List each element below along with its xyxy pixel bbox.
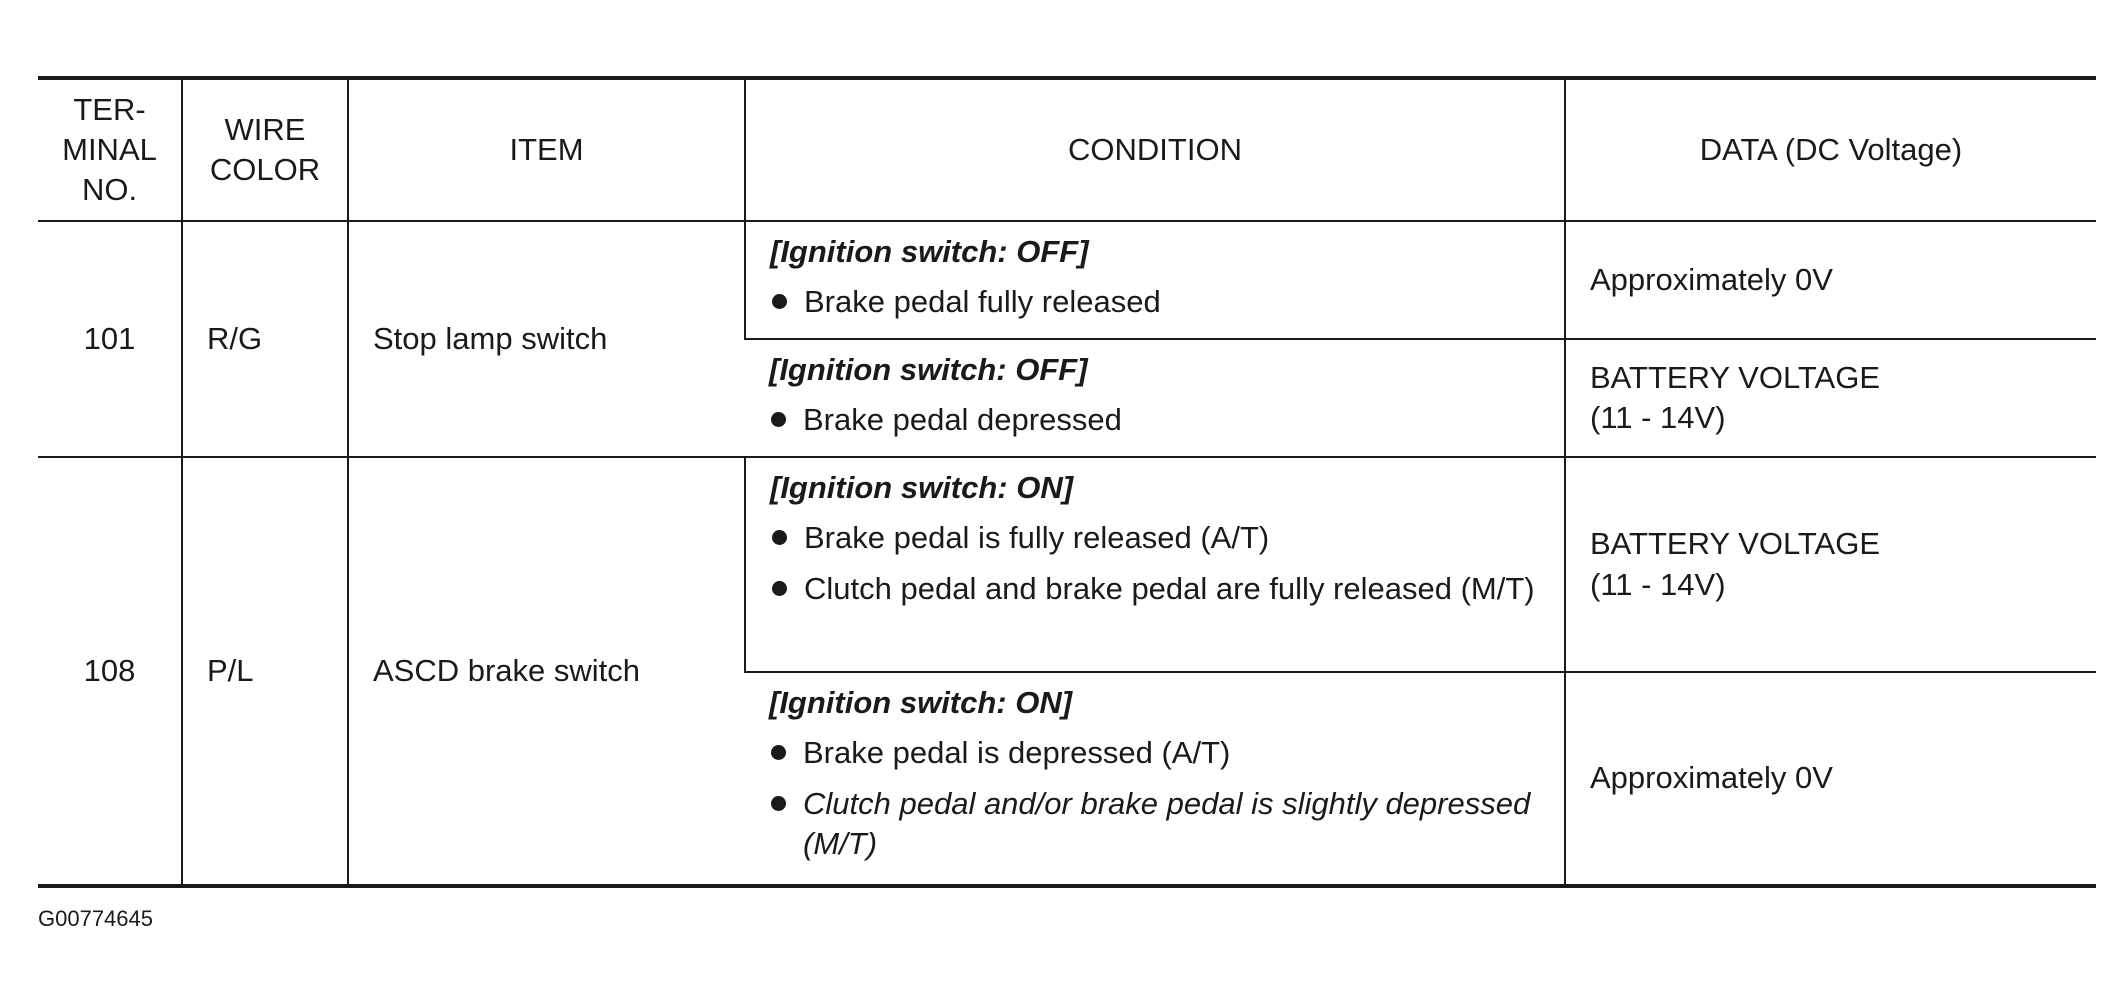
condition-item-text: Clutch pedal and brake pedal are fully released (M/T) — [804, 570, 1535, 606]
ignition-condition-heading: [Ignition switch: OFF] — [770, 234, 1089, 269]
condition-item — [770, 518, 1540, 558]
figure-id: G00774645 — [38, 906, 153, 931]
voltage-data-line: BATTERY VOLTAGE — [1590, 359, 1880, 395]
item-name: Stop lamp switch — [348, 221, 745, 457]
bullet-icon — [772, 294, 787, 309]
condition-item-text: Brake pedal depressed — [803, 402, 1122, 438]
condition-cell — [745, 672, 1565, 886]
condition-cell — [745, 457, 1565, 672]
header-line: COLOR — [209, 152, 321, 187]
condition-item-text: Brake pedal is depressed (A/T) — [803, 735, 1231, 771]
condition-item-text: Clutch pedal and/or brake pedal is slightly depressed (M/T) — [803, 785, 1531, 861]
condition-item — [770, 282, 1540, 322]
terminal-number: 101 — [38, 221, 182, 457]
table-header-row — [38, 78, 2096, 221]
bullet-icon — [771, 745, 786, 760]
terminal-no-header — [38, 78, 182, 221]
voltage-data-line: (11 - 14V) — [1590, 566, 1726, 602]
condition-item — [769, 733, 1540, 773]
bullet-icon — [772, 581, 787, 596]
terminal-number: 108 — [38, 457, 182, 886]
item-name: ASCD brake switch — [348, 457, 745, 886]
condition-item-text: Brake pedal fully released — [804, 284, 1161, 320]
condition-item — [770, 569, 1540, 609]
voltage-data-line: Approximately 0V — [1590, 760, 1833, 796]
condition-cell — [745, 339, 1565, 457]
voltage-data-cell — [1565, 221, 2096, 339]
voltage-data-line: (11 - 14V) — [1590, 400, 1726, 435]
bullet-icon — [771, 412, 786, 427]
voltage-data-cell — [1565, 457, 2096, 672]
header-line: WIRE — [224, 111, 306, 147]
voltage-data-cell — [1565, 339, 2096, 457]
wire-color: R/G — [182, 221, 348, 457]
header-line: TER- — [73, 91, 146, 127]
header-line: MINAL — [62, 131, 157, 167]
condition-item-text: Brake pedal is fully released (A/T) — [804, 520, 1270, 556]
table-row — [38, 457, 2096, 672]
voltage-data-line: BATTERY VOLTAGE — [1590, 526, 1880, 562]
condition-cell — [745, 221, 1565, 339]
ignition-condition-heading: [Ignition switch: ON] — [769, 685, 1073, 720]
condition-item — [769, 400, 1540, 440]
voltage-data-cell — [1565, 672, 2096, 886]
wire-color: P/L — [182, 457, 348, 886]
header-line: NO. — [81, 172, 138, 208]
ignition-condition-heading: [Ignition switch: ON] — [770, 470, 1074, 505]
bullet-icon — [771, 796, 786, 811]
terminal-data-table — [38, 76, 2096, 888]
condition-item — [769, 784, 1540, 865]
data-header: DATA (DC Voltage) — [1565, 78, 2096, 221]
wire-color-header — [182, 78, 348, 221]
table-row — [38, 221, 2096, 339]
voltage-data-line: Approximately 0V — [1590, 261, 1833, 297]
table-body — [38, 221, 2096, 886]
ignition-condition-heading: [Ignition switch: OFF] — [769, 352, 1088, 387]
item-header: ITEM — [348, 78, 745, 221]
condition-header: CONDITION — [745, 78, 1565, 221]
bullet-icon — [772, 530, 787, 545]
